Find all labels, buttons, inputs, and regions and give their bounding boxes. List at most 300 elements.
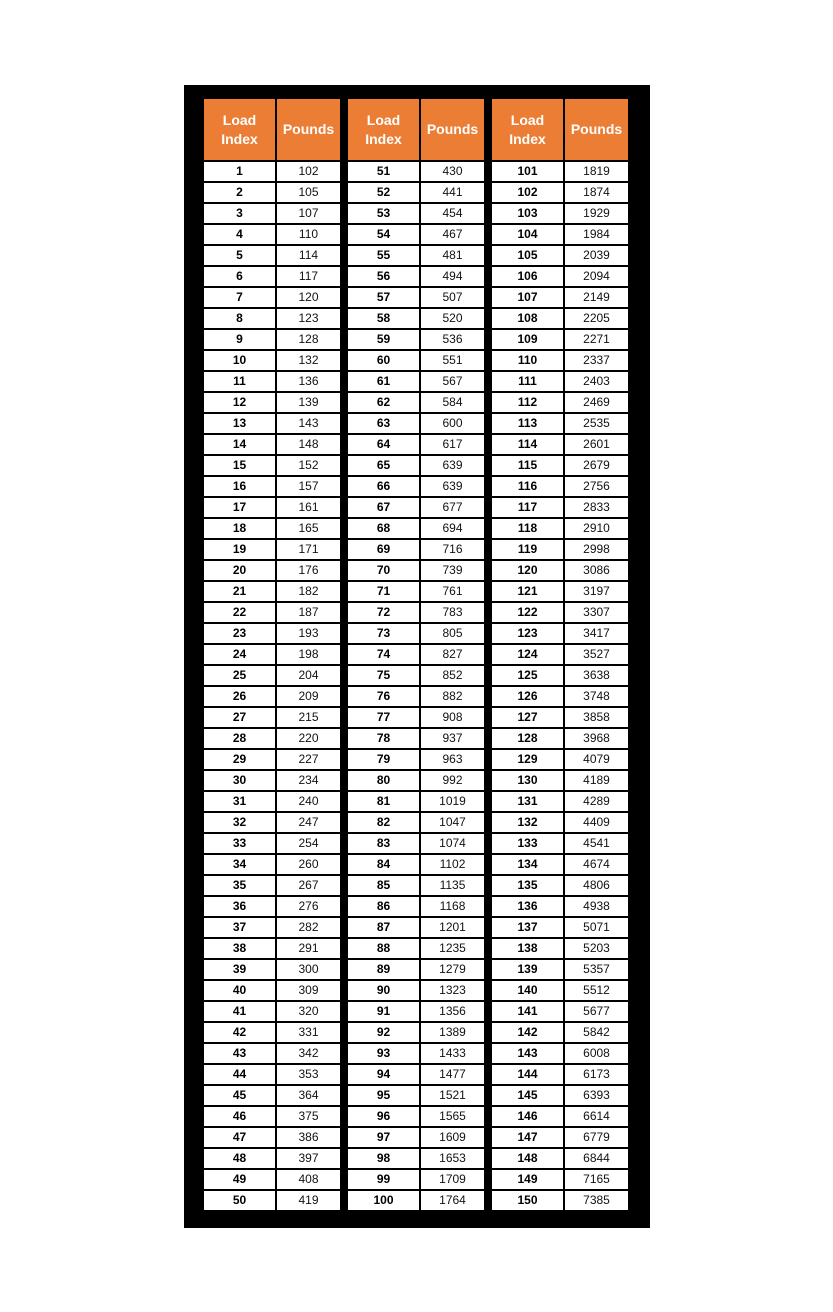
pounds-cell: 4409: [564, 812, 628, 833]
pounds-cell: 992: [420, 770, 484, 791]
load-index-cell: 10: [204, 350, 276, 371]
load-index-cell: 96: [348, 1106, 420, 1127]
pounds-cell: 2535: [564, 413, 628, 434]
load-index-cell: 57: [348, 287, 420, 308]
table-row: [492, 854, 628, 875]
load-index-cell: 103: [492, 203, 564, 224]
pounds-cell: 215: [276, 707, 340, 728]
load-index-cell: 67: [348, 497, 420, 518]
load-index-cell: 81: [348, 791, 420, 812]
pounds-cell: 2337: [564, 350, 628, 371]
load-index-cell: 82: [348, 812, 420, 833]
table-row: [204, 224, 340, 245]
table-row: [492, 455, 628, 476]
pounds-cell: 5357: [564, 959, 628, 980]
pounds-cell: 227: [276, 749, 340, 770]
load-index-cell: 65: [348, 455, 420, 476]
table-row: [348, 287, 484, 308]
pounds-cell: 1609: [420, 1127, 484, 1148]
pounds-cell: 4541: [564, 833, 628, 854]
pounds-cell: 128: [276, 329, 340, 350]
load-index-cell: 132: [492, 812, 564, 833]
table-row: [204, 812, 340, 833]
load-index-cell: 112: [492, 392, 564, 413]
load-index-cell: 117: [492, 497, 564, 518]
load-index-cell: 69: [348, 539, 420, 560]
pounds-cell: 3748: [564, 686, 628, 707]
load-table-1: [204, 99, 340, 1210]
table-row: [348, 182, 484, 203]
pounds-cell: 617: [420, 434, 484, 455]
load-index-cell: 50: [204, 1190, 276, 1210]
load-index-cell: 73: [348, 623, 420, 644]
load-index-cell: 25: [204, 665, 276, 686]
table-row: [204, 854, 340, 875]
table-row: [204, 1169, 340, 1190]
pounds-cell: 193: [276, 623, 340, 644]
pounds-cell: 397: [276, 1148, 340, 1169]
load-index-cell: 113: [492, 413, 564, 434]
pounds-cell: 430: [420, 161, 484, 182]
pounds-cell: 331: [276, 1022, 340, 1043]
table-row: [204, 1043, 340, 1064]
load-index-cell: 126: [492, 686, 564, 707]
load-index-cell: 114: [492, 434, 564, 455]
pounds-cell: 1019: [420, 791, 484, 812]
table-row: [204, 1085, 340, 1106]
load-index-cell: 95: [348, 1085, 420, 1106]
table-row: [204, 833, 340, 854]
table-row: [492, 707, 628, 728]
pounds-cell: 1929: [564, 203, 628, 224]
table-row: [492, 1064, 628, 1085]
table-row: [204, 476, 340, 497]
load-index-cell: 85: [348, 875, 420, 896]
table-row: [204, 1190, 340, 1210]
table-row: [492, 833, 628, 854]
table-row: [204, 1148, 340, 1169]
pounds-cell: 1102: [420, 854, 484, 875]
pounds-cell: 5677: [564, 1001, 628, 1022]
table-row: [348, 560, 484, 581]
load-index-cell: 79: [348, 749, 420, 770]
table-row: [204, 161, 340, 182]
table-row: [492, 581, 628, 602]
table-row: [204, 1127, 340, 1148]
load-index-cell: 136: [492, 896, 564, 917]
load-index-cell: 9: [204, 329, 276, 350]
load-index-cell: 42: [204, 1022, 276, 1043]
table-row: [204, 245, 340, 266]
table-row: [204, 644, 340, 665]
pounds-cell: 1168: [420, 896, 484, 917]
load-index-cell: 116: [492, 476, 564, 497]
pounds-cell: 136: [276, 371, 340, 392]
load-index-cell: 135: [492, 875, 564, 896]
pounds-cell: 105: [276, 182, 340, 203]
load-index-header: Load Index: [204, 99, 276, 161]
table-row: [492, 1106, 628, 1127]
table-row: [348, 161, 484, 182]
table-row: [348, 770, 484, 791]
load-index-cell: 38: [204, 938, 276, 959]
table-row: [492, 245, 628, 266]
pounds-cell: 165: [276, 518, 340, 539]
pounds-cell: 161: [276, 497, 340, 518]
load-index-cell: 23: [204, 623, 276, 644]
table-row: [204, 413, 340, 434]
pounds-cell: 467: [420, 224, 484, 245]
table-row: [348, 623, 484, 644]
table-row: [492, 749, 628, 770]
pounds-cell: 1074: [420, 833, 484, 854]
load-index-cell: 147: [492, 1127, 564, 1148]
load-index-cell: 78: [348, 728, 420, 749]
table-row: [492, 182, 628, 203]
pounds-cell: 2998: [564, 539, 628, 560]
table-row: [204, 518, 340, 539]
pounds-cell: 240: [276, 791, 340, 812]
table-row: [348, 665, 484, 686]
pounds-cell: 2910: [564, 518, 628, 539]
load-index-cell: 91: [348, 1001, 420, 1022]
load-index-cell: 138: [492, 938, 564, 959]
pounds-cell: 2149: [564, 287, 628, 308]
load-index-cell: 130: [492, 770, 564, 791]
table-row: [204, 770, 340, 791]
table-row: [348, 707, 484, 728]
table-row: [492, 1043, 628, 1064]
table-row: [348, 434, 484, 455]
load-index-cell: 124: [492, 644, 564, 665]
pounds-cell: 102: [276, 161, 340, 182]
load-index-cell: 24: [204, 644, 276, 665]
pounds-cell: 536: [420, 329, 484, 350]
load-index-cell: 28: [204, 728, 276, 749]
load-index-cell: 109: [492, 329, 564, 350]
table-row: [492, 539, 628, 560]
table-row: [348, 581, 484, 602]
load-index-cell: 101: [492, 161, 564, 182]
table-row: [204, 392, 340, 413]
pounds-cell: 3086: [564, 560, 628, 581]
load-index-cell: 2: [204, 182, 276, 203]
pounds-cell: 282: [276, 917, 340, 938]
table-row: [492, 896, 628, 917]
table-row: [204, 917, 340, 938]
load-index-cell: 19: [204, 539, 276, 560]
pounds-cell: 4806: [564, 875, 628, 896]
table-row: [492, 1001, 628, 1022]
table-row: [492, 1085, 628, 1106]
load-index-cell: 4: [204, 224, 276, 245]
load-index-cell: 3: [204, 203, 276, 224]
table-row: [492, 560, 628, 581]
pounds-cell: 4938: [564, 896, 628, 917]
table-row: [348, 1190, 484, 1210]
load-index-cell: 87: [348, 917, 420, 938]
pounds-cell: 494: [420, 266, 484, 287]
table-row: [492, 329, 628, 350]
pounds-cell: 2039: [564, 245, 628, 266]
load-index-cell: 8: [204, 308, 276, 329]
table-row: [492, 161, 628, 182]
pounds-cell: 300: [276, 959, 340, 980]
load-index-cell: 35: [204, 875, 276, 896]
load-index-cell: 123: [492, 623, 564, 644]
load-index-cell: 41: [204, 1001, 276, 1022]
pounds-cell: 584: [420, 392, 484, 413]
table-row: [204, 980, 340, 1001]
table-row: [348, 917, 484, 938]
pounds-cell: 247: [276, 812, 340, 833]
pounds-cell: 110: [276, 224, 340, 245]
pounds-cell: 364: [276, 1085, 340, 1106]
load-index-cell: 68: [348, 518, 420, 539]
pounds-cell: 454: [420, 203, 484, 224]
pounds-cell: 761: [420, 581, 484, 602]
table-row: [492, 959, 628, 980]
load-index-cell: 66: [348, 476, 420, 497]
pounds-header: Pounds: [276, 99, 340, 161]
table-row: [492, 623, 628, 644]
table-row: [348, 602, 484, 623]
table-row: [348, 980, 484, 1001]
table-row: [492, 980, 628, 1001]
load-index-cell: 20: [204, 560, 276, 581]
pounds-cell: 291: [276, 938, 340, 959]
load-index-cell: 80: [348, 770, 420, 791]
pounds-cell: 1709: [420, 1169, 484, 1190]
load-index-cell: 108: [492, 308, 564, 329]
pounds-cell: 2205: [564, 308, 628, 329]
load-index-cell: 102: [492, 182, 564, 203]
table-row: [348, 686, 484, 707]
load-index-cell: 119: [492, 539, 564, 560]
load-index-cell: 139: [492, 959, 564, 980]
pounds-cell: 1874: [564, 182, 628, 203]
load-index-cell: 70: [348, 560, 420, 581]
pounds-cell: 1047: [420, 812, 484, 833]
load-index-cell: 84: [348, 854, 420, 875]
load-index-cell: 58: [348, 308, 420, 329]
table-row: [492, 266, 628, 287]
load-index-cell: 98: [348, 1148, 420, 1169]
panel-1: [204, 99, 340, 1210]
load-index-cell: 26: [204, 686, 276, 707]
pounds-cell: 2271: [564, 329, 628, 350]
pounds-cell: 6779: [564, 1127, 628, 1148]
table-row: [204, 203, 340, 224]
load-index-cell: 89: [348, 959, 420, 980]
table-row: [348, 1001, 484, 1022]
load-index-cell: 137: [492, 917, 564, 938]
table-row: [492, 371, 628, 392]
load-index-cell: 150: [492, 1190, 564, 1210]
load-index-cell: 53: [348, 203, 420, 224]
pounds-cell: 276: [276, 896, 340, 917]
load-index-header: Load Index: [492, 99, 564, 161]
load-index-cell: 56: [348, 266, 420, 287]
load-index-cell: 14: [204, 434, 276, 455]
load-index-cell: 110: [492, 350, 564, 371]
table-row: [204, 875, 340, 896]
load-index-cell: 127: [492, 707, 564, 728]
load-index-cell: 76: [348, 686, 420, 707]
load-index-cell: 115: [492, 455, 564, 476]
pounds-cell: 1565: [420, 1106, 484, 1127]
load-index-cell: 43: [204, 1043, 276, 1064]
pounds-cell: 114: [276, 245, 340, 266]
pounds-cell: 7165: [564, 1169, 628, 1190]
pounds-cell: 441: [420, 182, 484, 203]
table-row: [492, 1169, 628, 1190]
table-row: [348, 812, 484, 833]
table-row: [204, 182, 340, 203]
table-row: [348, 1127, 484, 1148]
table-row: [204, 287, 340, 308]
table-row: [204, 560, 340, 581]
load-index-cell: 37: [204, 917, 276, 938]
table-row: [492, 1022, 628, 1043]
load-index-cell: 32: [204, 812, 276, 833]
load-index-cell: 33: [204, 833, 276, 854]
load-index-cell: 122: [492, 602, 564, 623]
pounds-cell: 1135: [420, 875, 484, 896]
pounds-cell: 1389: [420, 1022, 484, 1043]
table-row: [348, 1064, 484, 1085]
load-index-cell: 121: [492, 581, 564, 602]
table-row: [348, 203, 484, 224]
pounds-cell: 375: [276, 1106, 340, 1127]
pounds-cell: 386: [276, 1127, 340, 1148]
table-row: [204, 791, 340, 812]
pounds-cell: 882: [420, 686, 484, 707]
load-table-3: [492, 99, 628, 1210]
table-row: [492, 392, 628, 413]
pounds-cell: 187: [276, 602, 340, 623]
table-row: [204, 1022, 340, 1043]
table-row: [492, 1127, 628, 1148]
load-index-cell: 144: [492, 1064, 564, 1085]
panel-2: [348, 99, 484, 1210]
table-row: [348, 1022, 484, 1043]
pounds-cell: 260: [276, 854, 340, 875]
pounds-cell: 3527: [564, 644, 628, 665]
table-row: [348, 1043, 484, 1064]
pounds-cell: 342: [276, 1043, 340, 1064]
pounds-cell: 5203: [564, 938, 628, 959]
pounds-cell: 6008: [564, 1043, 628, 1064]
load-index-cell: 148: [492, 1148, 564, 1169]
table-row: [348, 833, 484, 854]
pounds-cell: 3417: [564, 623, 628, 644]
load-index-cell: 15: [204, 455, 276, 476]
load-index-cell: 99: [348, 1169, 420, 1190]
table-row: [204, 896, 340, 917]
pounds-cell: 1356: [420, 1001, 484, 1022]
pounds-cell: 2833: [564, 497, 628, 518]
table-row: [492, 917, 628, 938]
load-index-cell: 149: [492, 1169, 564, 1190]
load-index-cell: 29: [204, 749, 276, 770]
pounds-cell: 963: [420, 749, 484, 770]
load-index-cell: 105: [492, 245, 564, 266]
table-row: [348, 875, 484, 896]
table-row: [204, 497, 340, 518]
load-index-header: Load Index: [348, 99, 420, 161]
table-row: [204, 1001, 340, 1022]
load-index-cell: 146: [492, 1106, 564, 1127]
load-index-cell: 55: [348, 245, 420, 266]
pounds-cell: 716: [420, 539, 484, 560]
table-row: [492, 665, 628, 686]
pounds-cell: 157: [276, 476, 340, 497]
load-index-chart: [184, 85, 650, 1228]
table-row: [492, 728, 628, 749]
pounds-cell: 4079: [564, 749, 628, 770]
pounds-cell: 1323: [420, 980, 484, 1001]
table-row: [348, 1169, 484, 1190]
load-index-cell: 120: [492, 560, 564, 581]
table-row: [348, 329, 484, 350]
pounds-cell: 209: [276, 686, 340, 707]
table-row: [204, 581, 340, 602]
load-index-cell: 75: [348, 665, 420, 686]
load-index-cell: 77: [348, 707, 420, 728]
table-row: [492, 770, 628, 791]
table-row: [492, 812, 628, 833]
pounds-cell: 2756: [564, 476, 628, 497]
pounds-cell: 1521: [420, 1085, 484, 1106]
table-row: [348, 1085, 484, 1106]
table-row: [204, 959, 340, 980]
table-row: [348, 308, 484, 329]
load-index-cell: 46: [204, 1106, 276, 1127]
table-row: [204, 938, 340, 959]
table-row: [348, 497, 484, 518]
table-row: [204, 266, 340, 287]
load-index-cell: 64: [348, 434, 420, 455]
load-index-cell: 61: [348, 371, 420, 392]
load-index-cell: 47: [204, 1127, 276, 1148]
pounds-cell: 139: [276, 392, 340, 413]
pounds-cell: 1984: [564, 224, 628, 245]
load-index-cell: 74: [348, 644, 420, 665]
pounds-cell: 694: [420, 518, 484, 539]
load-index-cell: 39: [204, 959, 276, 980]
table-row: [348, 644, 484, 665]
table-row: [204, 1106, 340, 1127]
load-index-cell: 36: [204, 896, 276, 917]
table-row: [204, 1064, 340, 1085]
load-index-cell: 111: [492, 371, 564, 392]
pounds-cell: 1764: [420, 1190, 484, 1210]
pounds-cell: 639: [420, 476, 484, 497]
pounds-cell: 143: [276, 413, 340, 434]
pounds-cell: 4189: [564, 770, 628, 791]
table-row: [492, 938, 628, 959]
load-index-cell: 13: [204, 413, 276, 434]
pounds-cell: 107: [276, 203, 340, 224]
pounds-header: Pounds: [564, 99, 628, 161]
table-row: [492, 686, 628, 707]
table-row: [348, 1106, 484, 1127]
load-index-cell: 106: [492, 266, 564, 287]
table-row: [348, 245, 484, 266]
load-index-cell: 45: [204, 1085, 276, 1106]
load-index-cell: 44: [204, 1064, 276, 1085]
